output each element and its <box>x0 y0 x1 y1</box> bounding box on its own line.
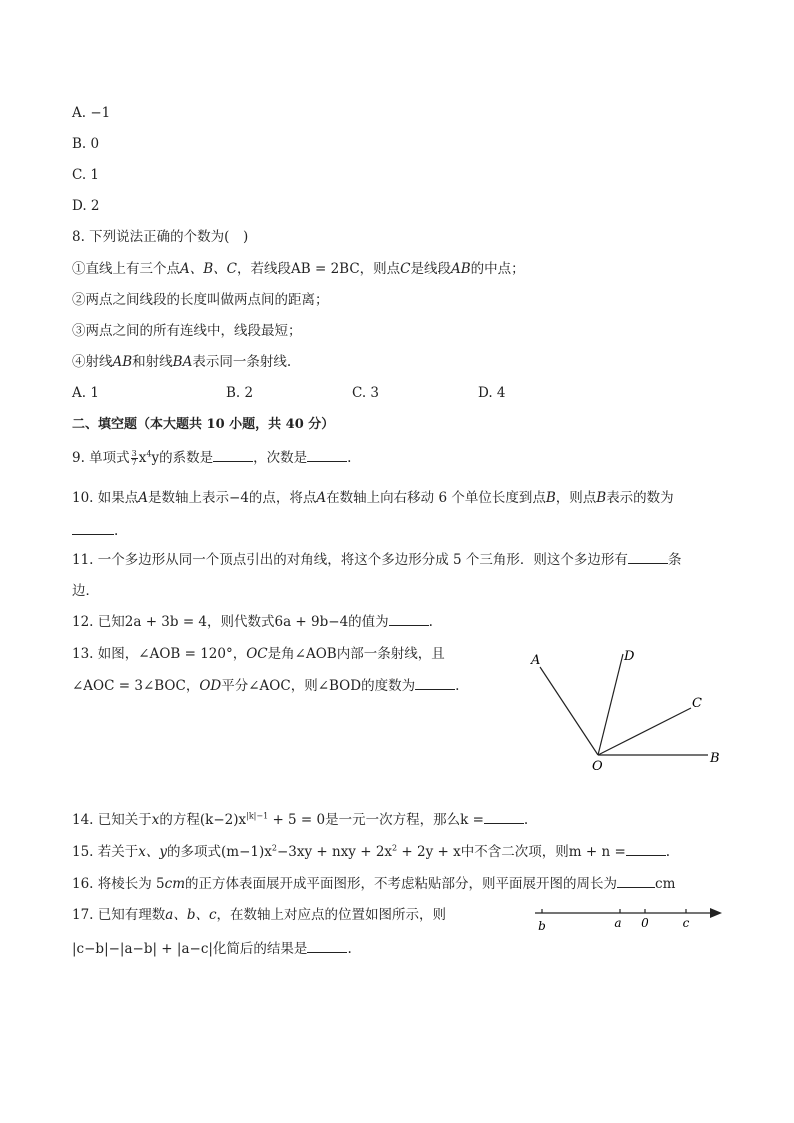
q15-e1: 2 <box>271 843 277 853</box>
q14-c: + 5 = 0是一元一次方程，那么k = <box>268 812 484 828</box>
q9-blank-1[interactable] <box>213 449 253 462</box>
label-C: C <box>692 696 702 711</box>
label-zero: 0 <box>641 916 649 930</box>
q9-b: 的系数是 <box>159 450 214 466</box>
q17-number-line <box>530 900 730 940</box>
q17-d: . <box>347 941 352 957</box>
q9-x: x <box>138 450 147 466</box>
q8-s1-e: AB <box>451 261 471 277</box>
q10-d: ，则点 <box>555 490 597 506</box>
label-D: D <box>624 649 635 664</box>
q15-a: 15. 若关于 <box>72 844 139 860</box>
q12-a: 12. 已知2a + 3b = 4，则代数式6a + 9b−4的值为 <box>72 614 389 630</box>
q10-e: 表示的数为 <box>606 490 674 506</box>
q13-oc: OC <box>246 646 268 662</box>
q14-exp: |k|−1 <box>246 811 269 821</box>
q11-a: 11. 一个多边形从同一个顶点引出的对角线，将这个多边形分成 5 个三角形．则这个多边形有 <box>72 552 628 568</box>
q12-b: . <box>428 614 433 630</box>
q8-s1-c: C <box>400 261 411 277</box>
q12-blank[interactable] <box>389 613 429 626</box>
q15-d: + 2y + x中不含二次项，则m + n = <box>397 844 626 860</box>
q11-b: 条 <box>667 552 682 568</box>
q14-d: . <box>523 812 529 828</box>
q8-options <box>72 384 572 402</box>
label-A: A <box>531 653 541 668</box>
q9-c: ，次数是 <box>253 450 308 466</box>
q16-c: cm <box>655 876 676 892</box>
q9-blank-2[interactable] <box>307 449 347 462</box>
label-B: B <box>710 751 720 766</box>
q13-e: . <box>455 678 460 694</box>
q17-abc: a、b、c <box>165 907 217 923</box>
q11 <box>72 551 681 569</box>
q8-option-b: B. 2 <box>226 385 254 401</box>
q13-c: ∠AOC = 3∠BOC， <box>72 678 200 694</box>
q13-od: OD <box>199 678 222 694</box>
q8-stem: 8. 下列说法正确的个数为( ) <box>72 229 249 245</box>
q14 <box>72 811 528 829</box>
ray-OD <box>598 654 623 755</box>
q13-blank[interactable] <box>415 677 455 690</box>
q12 <box>72 613 433 631</box>
q15 <box>72 843 670 861</box>
q10-B2: B <box>596 490 607 506</box>
section-title: 二、填空题（本大题共 10 小题，共 40 分） <box>72 417 335 432</box>
q15-b: 的多项式(m−1)x <box>167 844 272 860</box>
q13-line2 <box>72 677 459 695</box>
q10-A1: A <box>138 490 149 506</box>
q8-s1-a: ①直线上有三个点 <box>72 261 180 277</box>
q8-s1-b: ，若线段AB = 2BC，则点 <box>237 261 401 277</box>
label-O: O <box>592 759 603 774</box>
q16-blank[interactable] <box>617 875 655 888</box>
q13-d: 平分∠AOC，则∠BOD的度数为 <box>221 678 416 694</box>
q9-den: 7 <box>131 458 137 467</box>
q17 <box>72 906 446 924</box>
q8-s4-ab: AB <box>112 354 133 370</box>
q8-s1-d: 是线段 <box>410 261 451 277</box>
q14-b: 的方程(k−2)x <box>159 812 247 828</box>
q9-d: . <box>347 450 352 466</box>
q17-line2 <box>72 940 352 958</box>
q8-s4-b: 和射线 <box>132 354 173 370</box>
q16-a: 16. 将棱长为 5 <box>72 876 165 892</box>
q8-s1-points: A、B、C <box>180 261 237 277</box>
q9-a: 9. 单项式 <box>72 450 130 466</box>
q8-s1-f: 的中点； <box>470 261 525 277</box>
q10-blank[interactable] <box>72 522 114 535</box>
number-line-arrow <box>710 908 722 918</box>
q7-option-c: C. 1 <box>72 167 100 183</box>
q10-B1: B <box>545 490 556 506</box>
q8-s4-a: ④射线 <box>72 354 113 370</box>
q17-c: |c−b|−|a−b| + |a−c|化简后的结果是 <box>72 941 308 957</box>
q9 <box>72 449 351 467</box>
q13-angle-figure <box>520 640 735 775</box>
q14-x: x <box>151 812 160 828</box>
ray-OA <box>540 667 598 755</box>
q9-num: 3 <box>131 449 137 458</box>
q8-option-c: C. 3 <box>352 385 380 401</box>
q11-line2: 边． <box>72 583 99 599</box>
q9-fraction <box>131 450 138 467</box>
q10-A2: A <box>316 490 327 506</box>
q13 <box>72 645 445 663</box>
q14-a: 14. 已知关于 <box>72 812 152 828</box>
q16-cm: cm <box>164 876 186 892</box>
q17-b: ，在数轴上对应点的位置如图所示，则 <box>216 907 447 923</box>
q10-line2 <box>72 522 118 540</box>
q8-statement-2: ②两点之间线段的长度叫做两点间的距离； <box>72 292 329 308</box>
q8-option-d: D. 4 <box>478 385 506 401</box>
q8-statement-4 <box>72 353 291 371</box>
q13-a: 13. 如图，∠AOB = 120°， <box>72 646 247 662</box>
q15-c: −3xy + nxy + 2x <box>276 844 393 860</box>
q10-b: 是数轴上表示−4的点，将点 <box>148 490 317 506</box>
q13-b: 是角∠AOB内部一条射线，且 <box>267 646 445 662</box>
label-c: c <box>682 916 690 930</box>
q10-end: . <box>114 523 119 539</box>
label-b: b <box>538 919 546 933</box>
q8-statement-3: ③两点之间的所有连线中，线段最短； <box>72 323 302 339</box>
q7-option-d: D. 2 <box>72 198 100 214</box>
q7-option-a: A. −1 <box>72 105 111 121</box>
q9-y: y <box>151 450 160 466</box>
label-a: a <box>614 916 622 930</box>
ray-OC <box>598 708 691 755</box>
q15-xy: x、y <box>138 844 168 860</box>
q8-statement-1 <box>72 260 525 278</box>
q10 <box>72 489 674 507</box>
q11-blank[interactable] <box>628 551 668 564</box>
q9-exp: 4 <box>146 449 152 459</box>
q14-blank[interactable] <box>484 811 524 824</box>
q8-option-a: A. 1 <box>72 385 99 401</box>
q15-e2: 2 <box>392 843 398 853</box>
q16 <box>72 875 675 893</box>
q15-blank[interactable] <box>626 843 666 856</box>
q7-option-b: B. 0 <box>72 136 100 152</box>
q10-c: 在数轴上向右移动 6 个单位长度到点 <box>326 490 546 506</box>
q15-end: . <box>665 844 671 860</box>
q17-blank[interactable] <box>307 940 347 953</box>
q16-b: 的正方体表面展开成平面图形，不考虑粘贴部分，则平面展开图的周长为 <box>185 876 618 892</box>
q10-a: 10. 如果点 <box>72 490 139 506</box>
q8-s4-c: 表示同一条射线. <box>192 354 292 370</box>
q8-s4-ba: BA <box>172 354 193 370</box>
q17-a: 17. 已知有理数 <box>72 907 166 923</box>
